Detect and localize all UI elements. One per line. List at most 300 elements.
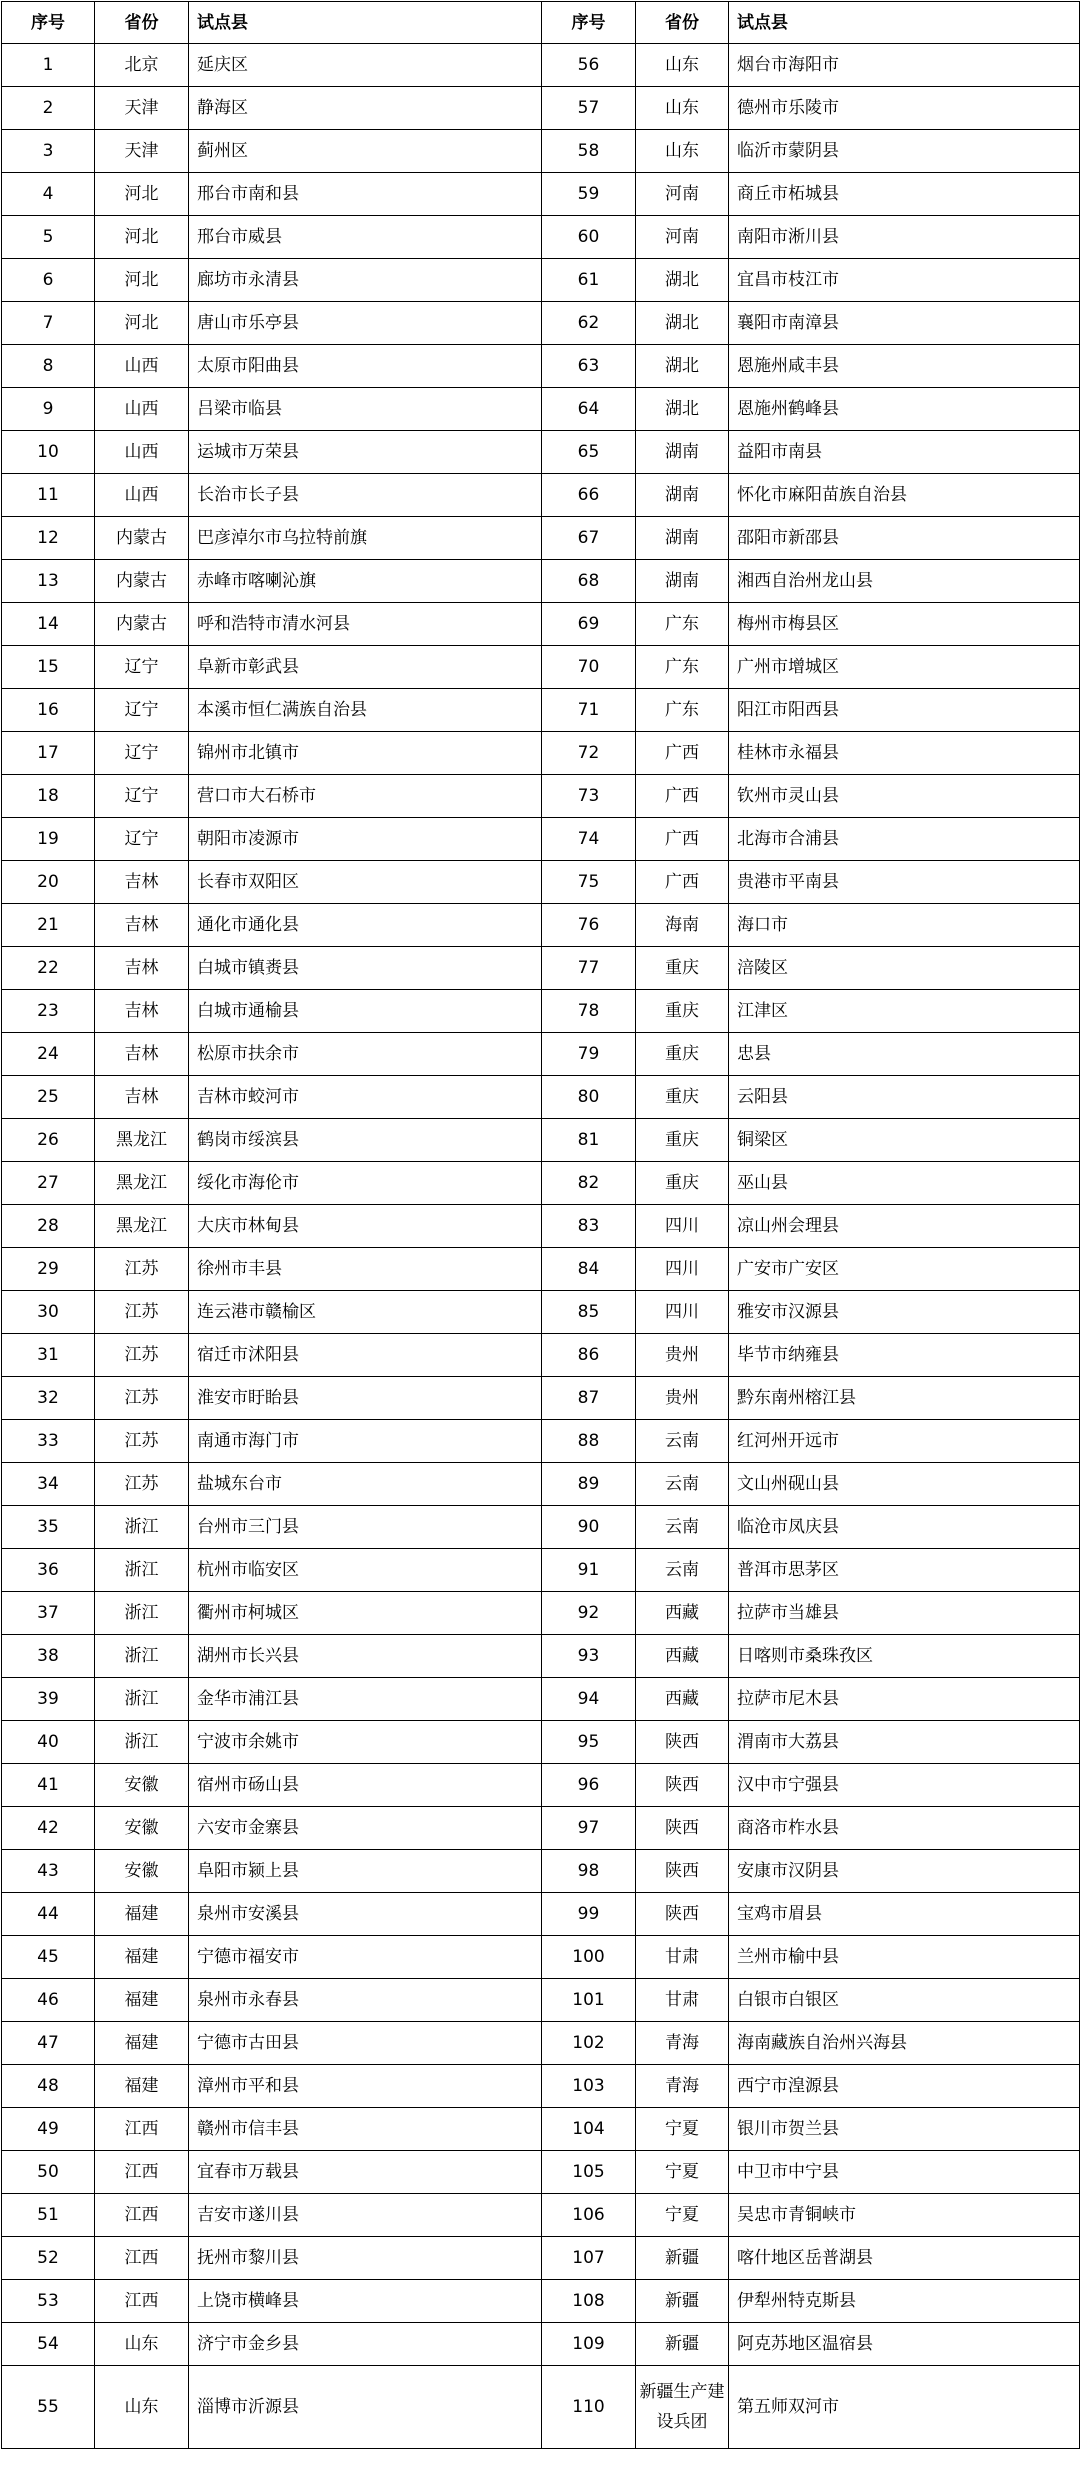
cell-index: 102 bbox=[542, 2022, 636, 2065]
cell-county: 宝鸡市眉县 bbox=[729, 1893, 1080, 1936]
cell-index: 13 bbox=[2, 560, 95, 603]
cell-province: 福建 bbox=[95, 2065, 189, 2108]
table-row bbox=[2, 646, 1080, 689]
cell-county: 绥化市海伦市 bbox=[189, 1162, 542, 1205]
table-row bbox=[2, 1635, 1080, 1678]
cell-county: 湖州市长兴县 bbox=[189, 1635, 542, 1678]
cell-province: 西藏 bbox=[636, 1678, 729, 1721]
cell-province: 江西 bbox=[95, 2108, 189, 2151]
cell-province: 吉林 bbox=[95, 947, 189, 990]
cell-county: 吴忠市青铜峡市 bbox=[729, 2194, 1080, 2237]
cell-province: 广东 bbox=[636, 689, 729, 732]
cell-index: 104 bbox=[542, 2108, 636, 2151]
cell-county: 衢州市柯城区 bbox=[189, 1592, 542, 1635]
table-row bbox=[2, 861, 1080, 904]
cell-province: 新疆 bbox=[636, 2237, 729, 2280]
cell-province: 黑龙江 bbox=[95, 1162, 189, 1205]
table-row bbox=[2, 2366, 1080, 2449]
header-province: 省份 bbox=[636, 2, 729, 44]
cell-county: 巫山县 bbox=[729, 1162, 1080, 1205]
cell-province: 河南 bbox=[636, 216, 729, 259]
cell-county: 贵港市平南县 bbox=[729, 861, 1080, 904]
cell-province: 山东 bbox=[636, 87, 729, 130]
cell-index: 21 bbox=[2, 904, 95, 947]
table-row bbox=[2, 1463, 1080, 1506]
table-row bbox=[2, 517, 1080, 560]
cell-province: 湖北 bbox=[636, 345, 729, 388]
cell-index: 94 bbox=[542, 1678, 636, 1721]
cell-index: 81 bbox=[542, 1119, 636, 1162]
cell-province: 广西 bbox=[636, 775, 729, 818]
cell-province: 吉林 bbox=[95, 904, 189, 947]
cell-province: 陕西 bbox=[636, 1893, 729, 1936]
cell-county: 延庆区 bbox=[189, 44, 542, 87]
cell-county: 阜新市彰武县 bbox=[189, 646, 542, 689]
cell-county: 营口市大石桥市 bbox=[189, 775, 542, 818]
cell-index: 69 bbox=[542, 603, 636, 646]
header-province: 省份 bbox=[95, 2, 189, 44]
cell-county: 白银市白银区 bbox=[729, 1979, 1080, 2022]
cell-index: 31 bbox=[2, 1334, 95, 1377]
cell-county: 钦州市灵山县 bbox=[729, 775, 1080, 818]
cell-county: 白城市镇赉县 bbox=[189, 947, 542, 990]
table-row bbox=[2, 1549, 1080, 1592]
cell-province: 云南 bbox=[636, 1463, 729, 1506]
cell-province: 新疆 bbox=[636, 2280, 729, 2323]
table-row bbox=[2, 302, 1080, 345]
cell-province: 福建 bbox=[95, 1979, 189, 2022]
cell-province: 浙江 bbox=[95, 1506, 189, 1549]
cell-county: 广州市增城区 bbox=[729, 646, 1080, 689]
cell-province: 重庆 bbox=[636, 1076, 729, 1119]
cell-county: 徐州市丰县 bbox=[189, 1248, 542, 1291]
table-row bbox=[2, 1764, 1080, 1807]
cell-index: 88 bbox=[542, 1420, 636, 1463]
table-row bbox=[2, 388, 1080, 431]
cell-county: 西宁市湟源县 bbox=[729, 2065, 1080, 2108]
cell-index: 43 bbox=[2, 1850, 95, 1893]
cell-county: 湘西自治州龙山县 bbox=[729, 560, 1080, 603]
cell-index: 17 bbox=[2, 732, 95, 775]
cell-province: 江苏 bbox=[95, 1377, 189, 1420]
cell-county: 烟台市海阳市 bbox=[729, 44, 1080, 87]
cell-index: 2 bbox=[2, 87, 95, 130]
cell-county: 六安市金寨县 bbox=[189, 1807, 542, 1850]
cell-index: 57 bbox=[542, 87, 636, 130]
cell-county: 渭南市大荔县 bbox=[729, 1721, 1080, 1764]
table-row bbox=[2, 1334, 1080, 1377]
cell-county: 赤峰市喀喇沁旗 bbox=[189, 560, 542, 603]
cell-county: 静海区 bbox=[189, 87, 542, 130]
cell-index: 47 bbox=[2, 2022, 95, 2065]
cell-index: 36 bbox=[2, 1549, 95, 1592]
cell-province: 山东 bbox=[95, 2323, 189, 2366]
table-row bbox=[2, 44, 1080, 87]
cell-county: 广安市广安区 bbox=[729, 1248, 1080, 1291]
table-row bbox=[2, 1119, 1080, 1162]
cell-county: 临沧市凤庆县 bbox=[729, 1506, 1080, 1549]
cell-province: 四川 bbox=[636, 1291, 729, 1334]
cell-province: 宁夏 bbox=[636, 2108, 729, 2151]
cell-province: 重庆 bbox=[636, 1119, 729, 1162]
cell-county: 巴彦淖尔市乌拉特前旗 bbox=[189, 517, 542, 560]
cell-county: 呼和浩特市清水河县 bbox=[189, 603, 542, 646]
cell-province: 四川 bbox=[636, 1248, 729, 1291]
cell-province: 黑龙江 bbox=[95, 1205, 189, 1248]
cell-province: 广东 bbox=[636, 646, 729, 689]
cell-index: 34 bbox=[2, 1463, 95, 1506]
cell-index: 23 bbox=[2, 990, 95, 1033]
table-row bbox=[2, 560, 1080, 603]
cell-county: 雅安市汉源县 bbox=[729, 1291, 1080, 1334]
cell-county: 德州市乐陵市 bbox=[729, 87, 1080, 130]
cell-index: 101 bbox=[542, 1979, 636, 2022]
cell-province: 天津 bbox=[95, 87, 189, 130]
cell-index: 56 bbox=[542, 44, 636, 87]
cell-province: 河南 bbox=[636, 173, 729, 216]
cell-province: 新疆 bbox=[636, 2323, 729, 2366]
cell-index: 84 bbox=[542, 1248, 636, 1291]
cell-index: 39 bbox=[2, 1678, 95, 1721]
cell-county: 日喀则市桑珠孜区 bbox=[729, 1635, 1080, 1678]
header-index: 序号 bbox=[2, 2, 95, 44]
cell-province: 湖南 bbox=[636, 517, 729, 560]
cell-county: 抚州市黎川县 bbox=[189, 2237, 542, 2280]
cell-province: 内蒙古 bbox=[95, 560, 189, 603]
cell-index: 71 bbox=[542, 689, 636, 732]
cell-county: 杭州市临安区 bbox=[189, 1549, 542, 1592]
cell-index: 15 bbox=[2, 646, 95, 689]
cell-province: 湖南 bbox=[636, 474, 729, 517]
table-row bbox=[2, 130, 1080, 173]
cell-province: 辽宁 bbox=[95, 775, 189, 818]
cell-province: 江西 bbox=[95, 2151, 189, 2194]
cell-index: 74 bbox=[542, 818, 636, 861]
table-row bbox=[2, 689, 1080, 732]
cell-county: 临沂市蒙阴县 bbox=[729, 130, 1080, 173]
cell-index: 86 bbox=[542, 1334, 636, 1377]
header-county: 试点县 bbox=[729, 2, 1080, 44]
cell-province: 重庆 bbox=[636, 1033, 729, 1076]
table-row bbox=[2, 1678, 1080, 1721]
cell-county: 松原市扶余市 bbox=[189, 1033, 542, 1076]
cell-index: 12 bbox=[2, 517, 95, 560]
cell-county: 盐城东台市 bbox=[189, 1463, 542, 1506]
cell-province: 福建 bbox=[95, 2022, 189, 2065]
cell-index: 19 bbox=[2, 818, 95, 861]
cell-province: 山东 bbox=[95, 2366, 189, 2449]
cell-county: 宜昌市枝江市 bbox=[729, 259, 1080, 302]
cell-index: 51 bbox=[2, 2194, 95, 2237]
cell-index: 85 bbox=[542, 1291, 636, 1334]
cell-province: 湖南 bbox=[636, 560, 729, 603]
cell-index: 27 bbox=[2, 1162, 95, 1205]
cell-province: 西藏 bbox=[636, 1635, 729, 1678]
cell-index: 106 bbox=[542, 2194, 636, 2237]
cell-index: 45 bbox=[2, 1936, 95, 1979]
table-row bbox=[2, 1420, 1080, 1463]
cell-province: 江苏 bbox=[95, 1248, 189, 1291]
cell-county: 中卫市中宁县 bbox=[729, 2151, 1080, 2194]
cell-county: 忠县 bbox=[729, 1033, 1080, 1076]
cell-province: 甘肃 bbox=[636, 1936, 729, 1979]
cell-index: 5 bbox=[2, 216, 95, 259]
cell-county: 宁德市福安市 bbox=[189, 1936, 542, 1979]
cell-index: 49 bbox=[2, 2108, 95, 2151]
cell-county: 台州市三门县 bbox=[189, 1506, 542, 1549]
cell-province: 重庆 bbox=[636, 1162, 729, 1205]
cell-province: 山东 bbox=[636, 44, 729, 87]
cell-province: 浙江 bbox=[95, 1592, 189, 1635]
cell-province: 安徽 bbox=[95, 1807, 189, 1850]
cell-index: 29 bbox=[2, 1248, 95, 1291]
cell-index: 11 bbox=[2, 474, 95, 517]
cell-province: 广东 bbox=[636, 603, 729, 646]
cell-province: 新疆生产建设兵团 bbox=[636, 2366, 729, 2449]
cell-province: 吉林 bbox=[95, 861, 189, 904]
cell-index: 28 bbox=[2, 1205, 95, 1248]
cell-province: 湖北 bbox=[636, 302, 729, 345]
cell-index: 25 bbox=[2, 1076, 95, 1119]
cell-county: 北海市合浦县 bbox=[729, 818, 1080, 861]
cell-province: 西藏 bbox=[636, 1592, 729, 1635]
cell-province: 陕西 bbox=[636, 1850, 729, 1893]
cell-county: 宿迁市沭阳县 bbox=[189, 1334, 542, 1377]
cell-county: 南通市海门市 bbox=[189, 1420, 542, 1463]
cell-index: 65 bbox=[542, 431, 636, 474]
cell-county: 拉萨市尼木县 bbox=[729, 1678, 1080, 1721]
cell-county: 伊犁州特克斯县 bbox=[729, 2280, 1080, 2323]
cell-county: 金华市浦江县 bbox=[189, 1678, 542, 1721]
cell-province: 广西 bbox=[636, 861, 729, 904]
table-row bbox=[2, 2065, 1080, 2108]
cell-county: 济宁市金乡县 bbox=[189, 2323, 542, 2366]
cell-county: 阜阳市颍上县 bbox=[189, 1850, 542, 1893]
cell-index: 40 bbox=[2, 1721, 95, 1764]
cell-county: 商洛市柞水县 bbox=[729, 1807, 1080, 1850]
cell-index: 33 bbox=[2, 1420, 95, 1463]
cell-index: 41 bbox=[2, 1764, 95, 1807]
cell-index: 4 bbox=[2, 173, 95, 216]
cell-county: 锦州市北镇市 bbox=[189, 732, 542, 775]
cell-index: 110 bbox=[542, 2366, 636, 2449]
cell-province: 福建 bbox=[95, 1936, 189, 1979]
cell-index: 58 bbox=[542, 130, 636, 173]
cell-province: 宁夏 bbox=[636, 2194, 729, 2237]
table-row bbox=[2, 775, 1080, 818]
cell-index: 6 bbox=[2, 259, 95, 302]
cell-index: 96 bbox=[542, 1764, 636, 1807]
cell-county: 泉州市安溪县 bbox=[189, 1893, 542, 1936]
cell-county: 海口市 bbox=[729, 904, 1080, 947]
cell-index: 108 bbox=[542, 2280, 636, 2323]
cell-index: 61 bbox=[542, 259, 636, 302]
header-row bbox=[2, 2, 1080, 44]
cell-index: 76 bbox=[542, 904, 636, 947]
cell-province: 湖南 bbox=[636, 431, 729, 474]
cell-province: 宁夏 bbox=[636, 2151, 729, 2194]
cell-index: 22 bbox=[2, 947, 95, 990]
cell-index: 10 bbox=[2, 431, 95, 474]
table-row bbox=[2, 2022, 1080, 2065]
cell-province: 河北 bbox=[95, 173, 189, 216]
cell-index: 68 bbox=[542, 560, 636, 603]
cell-province: 安徽 bbox=[95, 1764, 189, 1807]
cell-county: 宜春市万载县 bbox=[189, 2151, 542, 2194]
cell-index: 66 bbox=[542, 474, 636, 517]
cell-county: 宿州市砀山县 bbox=[189, 1764, 542, 1807]
table-row bbox=[2, 1377, 1080, 1420]
cell-province: 山西 bbox=[95, 388, 189, 431]
cell-county: 蓟州区 bbox=[189, 130, 542, 173]
table-row bbox=[2, 259, 1080, 302]
cell-province: 海南 bbox=[636, 904, 729, 947]
table-row bbox=[2, 1248, 1080, 1291]
cell-index: 53 bbox=[2, 2280, 95, 2323]
cell-province: 云南 bbox=[636, 1549, 729, 1592]
cell-province: 安徽 bbox=[95, 1850, 189, 1893]
cell-index: 98 bbox=[542, 1850, 636, 1893]
table-row bbox=[2, 1721, 1080, 1764]
table-row bbox=[2, 1291, 1080, 1334]
cell-index: 64 bbox=[542, 388, 636, 431]
cell-county: 汉中市宁强县 bbox=[729, 1764, 1080, 1807]
cell-county: 商丘市柘城县 bbox=[729, 173, 1080, 216]
cell-county: 吉林市蛟河市 bbox=[189, 1076, 542, 1119]
table-row bbox=[2, 2108, 1080, 2151]
cell-province: 河北 bbox=[95, 259, 189, 302]
cell-province: 青海 bbox=[636, 2022, 729, 2065]
cell-province: 江苏 bbox=[95, 1334, 189, 1377]
cell-index: 32 bbox=[2, 1377, 95, 1420]
cell-county: 吉安市遂川县 bbox=[189, 2194, 542, 2237]
cell-county: 襄阳市南漳县 bbox=[729, 302, 1080, 345]
cell-index: 63 bbox=[542, 345, 636, 388]
table-row bbox=[2, 87, 1080, 130]
cell-province: 山西 bbox=[95, 345, 189, 388]
cell-county: 吕梁市临县 bbox=[189, 388, 542, 431]
table-row bbox=[2, 474, 1080, 517]
cell-county: 毕节市纳雍县 bbox=[729, 1334, 1080, 1377]
cell-county: 通化市通化县 bbox=[189, 904, 542, 947]
cell-index: 26 bbox=[2, 1119, 95, 1162]
cell-county: 铜梁区 bbox=[729, 1119, 1080, 1162]
cell-county: 凉山州会理县 bbox=[729, 1205, 1080, 1248]
cell-county: 兰州市榆中县 bbox=[729, 1936, 1080, 1979]
cell-index: 54 bbox=[2, 2323, 95, 2366]
cell-index: 62 bbox=[542, 302, 636, 345]
cell-county: 宁波市余姚市 bbox=[189, 1721, 542, 1764]
header-county: 试点县 bbox=[189, 2, 542, 44]
cell-index: 90 bbox=[542, 1506, 636, 1549]
cell-index: 75 bbox=[542, 861, 636, 904]
cell-index: 1 bbox=[2, 44, 95, 87]
cell-province: 山东 bbox=[636, 130, 729, 173]
cell-province: 北京 bbox=[95, 44, 189, 87]
cell-index: 50 bbox=[2, 2151, 95, 2194]
cell-index: 78 bbox=[542, 990, 636, 1033]
cell-province: 辽宁 bbox=[95, 646, 189, 689]
cell-county: 太原市阳曲县 bbox=[189, 345, 542, 388]
cell-county: 南阳市淅川县 bbox=[729, 216, 1080, 259]
cell-index: 60 bbox=[542, 216, 636, 259]
cell-index: 92 bbox=[542, 1592, 636, 1635]
cell-county: 鹤岗市绥滨县 bbox=[189, 1119, 542, 1162]
cell-index: 103 bbox=[542, 2065, 636, 2108]
cell-province: 江西 bbox=[95, 2280, 189, 2323]
cell-province: 江西 bbox=[95, 2237, 189, 2280]
cell-province: 陕西 bbox=[636, 1764, 729, 1807]
cell-province: 重庆 bbox=[636, 947, 729, 990]
cell-county: 红河州开远市 bbox=[729, 1420, 1080, 1463]
table-row bbox=[2, 216, 1080, 259]
cell-county: 长治市长子县 bbox=[189, 474, 542, 517]
cell-index: 35 bbox=[2, 1506, 95, 1549]
cell-index: 73 bbox=[542, 775, 636, 818]
pilot-county-table bbox=[1, 1, 1080, 2449]
cell-county: 连云港市赣榆区 bbox=[189, 1291, 542, 1334]
cell-index: 37 bbox=[2, 1592, 95, 1635]
cell-province: 贵州 bbox=[636, 1377, 729, 1420]
cell-county: 云阳县 bbox=[729, 1076, 1080, 1119]
cell-county: 朝阳市凌源市 bbox=[189, 818, 542, 861]
cell-county: 安康市汉阴县 bbox=[729, 1850, 1080, 1893]
table-row bbox=[2, 1592, 1080, 1635]
cell-province: 陕西 bbox=[636, 1721, 729, 1764]
cell-province: 湖北 bbox=[636, 259, 729, 302]
table-row bbox=[2, 732, 1080, 775]
cell-county: 桂林市永福县 bbox=[729, 732, 1080, 775]
cell-index: 70 bbox=[542, 646, 636, 689]
table-row bbox=[2, 2323, 1080, 2366]
table-row bbox=[2, 947, 1080, 990]
table-row bbox=[2, 1807, 1080, 1850]
cell-county: 上饶市横峰县 bbox=[189, 2280, 542, 2323]
cell-county: 长春市双阳区 bbox=[189, 861, 542, 904]
table-row bbox=[2, 1506, 1080, 1549]
cell-province: 黑龙江 bbox=[95, 1119, 189, 1162]
cell-index: 91 bbox=[542, 1549, 636, 1592]
table-row bbox=[2, 603, 1080, 646]
cell-index: 107 bbox=[542, 2237, 636, 2280]
cell-index: 95 bbox=[542, 1721, 636, 1764]
cell-index: 24 bbox=[2, 1033, 95, 1076]
cell-index: 3 bbox=[2, 130, 95, 173]
table-row bbox=[2, 1076, 1080, 1119]
cell-index: 44 bbox=[2, 1893, 95, 1936]
cell-province: 浙江 bbox=[95, 1721, 189, 1764]
table-row bbox=[2, 1936, 1080, 1979]
cell-county: 邵阳市新邵县 bbox=[729, 517, 1080, 560]
cell-index: 8 bbox=[2, 345, 95, 388]
cell-index: 109 bbox=[542, 2323, 636, 2366]
cell-county: 喀什地区岳普湖县 bbox=[729, 2237, 1080, 2280]
cell-county: 唐山市乐亭县 bbox=[189, 302, 542, 345]
cell-province: 云南 bbox=[636, 1420, 729, 1463]
header-index: 序号 bbox=[542, 2, 636, 44]
cell-county: 黔东南州榕江县 bbox=[729, 1377, 1080, 1420]
cell-province: 辽宁 bbox=[95, 818, 189, 861]
cell-county: 江津区 bbox=[729, 990, 1080, 1033]
cell-index: 83 bbox=[542, 1205, 636, 1248]
table-row bbox=[2, 2280, 1080, 2323]
table-row bbox=[2, 2237, 1080, 2280]
cell-index: 82 bbox=[542, 1162, 636, 1205]
cell-county: 赣州市信丰县 bbox=[189, 2108, 542, 2151]
table-row bbox=[2, 1893, 1080, 1936]
cell-index: 79 bbox=[542, 1033, 636, 1076]
cell-province: 云南 bbox=[636, 1506, 729, 1549]
